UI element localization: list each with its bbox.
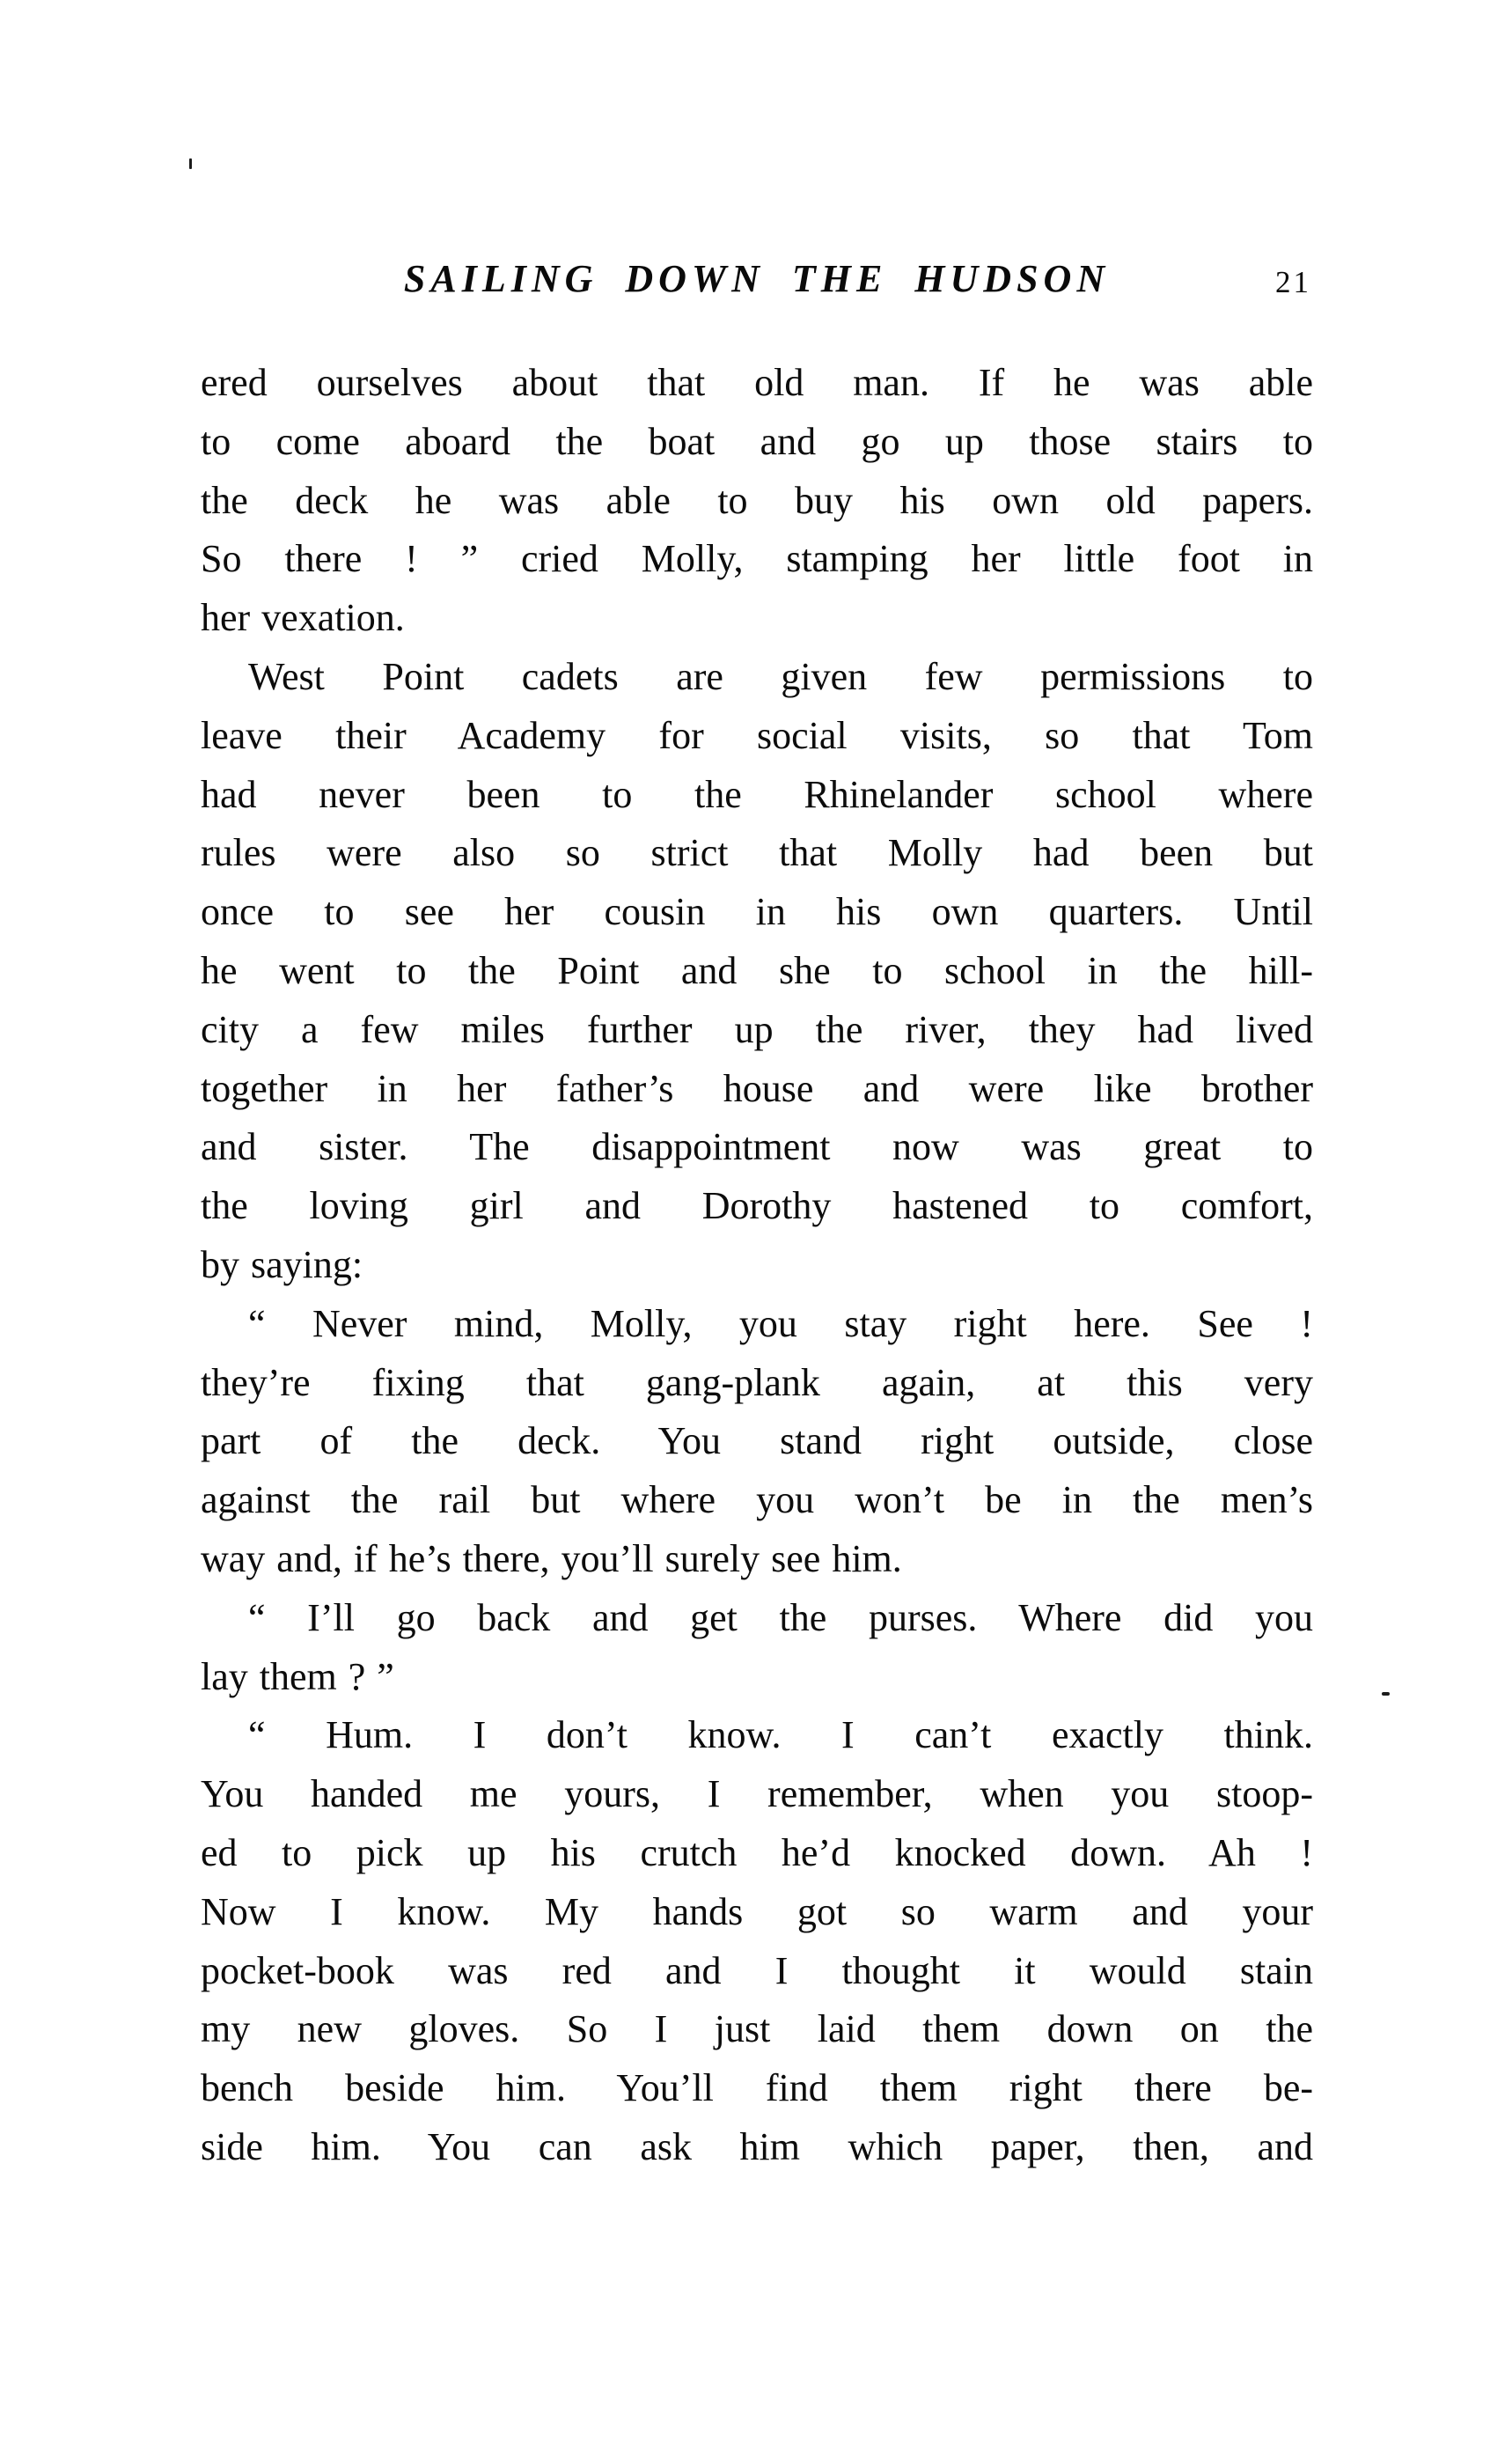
text-line: bench beside him. You’ll find them right there be-: [201, 2066, 1313, 2110]
text-line: had never been to the Rhinelander school where: [201, 772, 1313, 816]
text-line: they’re fixing that gang-plank again, at this very: [201, 1360, 1313, 1404]
text-line: against the rail but where you won’t be in the men’s: [201, 1478, 1313, 1522]
text-line: So there ! ” cried Molly, stamping her little foot in: [201, 537, 1313, 581]
text-line: by saying:: [201, 1242, 363, 1286]
text-line: leave their Academy for social visits, so that Tom: [201, 713, 1313, 757]
running-header: [201, 259, 1313, 303]
scan-speck: [189, 158, 192, 169]
page-body: [201, 354, 1313, 2177]
text-line: West Point cadets are given few permissions to: [248, 654, 1313, 698]
text-line: my new gloves. So I just laid them down on the: [201, 2007, 1313, 2051]
text-line: the loving girl and Dorothy hastened to comfort,: [201, 1184, 1313, 1228]
text-line: pocket-book was red and I thought it would stain: [201, 1948, 1313, 1992]
text-line: the deck he was able to buy his own old papers.: [201, 478, 1313, 522]
text-line: “ I’ll go back and get the purses. Where did you: [248, 1595, 1313, 1639]
page-number: 21: [1275, 265, 1311, 299]
text-line: You handed me yours, I remember, when you stoop-: [201, 1772, 1313, 1816]
text-line: her vexation.: [201, 596, 405, 640]
text-line: city a few miles further up the river, they had lived: [201, 1007, 1313, 1051]
text-line: “ Hum. I don’t know. I can’t exactly think.: [248, 1713, 1313, 1757]
text-line: once to see her cousin in his own quarters. Until: [201, 890, 1313, 934]
text-line: lay them ? ”: [201, 1654, 394, 1698]
text-line: Now I know. My hands got so warm and your: [201, 1889, 1313, 1933]
text-line: together in her father’s house and were like brother: [201, 1066, 1313, 1110]
text-line: and sister. The disappointment now was great to: [201, 1125, 1313, 1169]
text-line: to come aboard the boat and go up those stairs to: [201, 419, 1313, 463]
scan-speck: [1382, 1692, 1390, 1696]
text-line: ered ourselves about that old man. If he was able: [201, 361, 1313, 404]
text-line: ed to pick up his crutch he’d knocked down. Ah !: [201, 1830, 1313, 1874]
text-line: way and, if he’s there, you’ll surely see him.: [201, 1536, 902, 1580]
text-line: side him. You can ask him which paper, then, and: [201, 2124, 1313, 2168]
running-header-title: SAILING DOWN THE HUDSON: [403, 257, 1111, 300]
text-line: rules were also so strict that Molly had been but: [201, 831, 1313, 875]
text-line: he went to the Point and she to school in the hill-: [201, 948, 1313, 992]
text-line: part of the deck. You stand right outside, close: [201, 1419, 1313, 1463]
text-line: “ Never mind, Molly, you stay right here. See !: [248, 1301, 1313, 1345]
